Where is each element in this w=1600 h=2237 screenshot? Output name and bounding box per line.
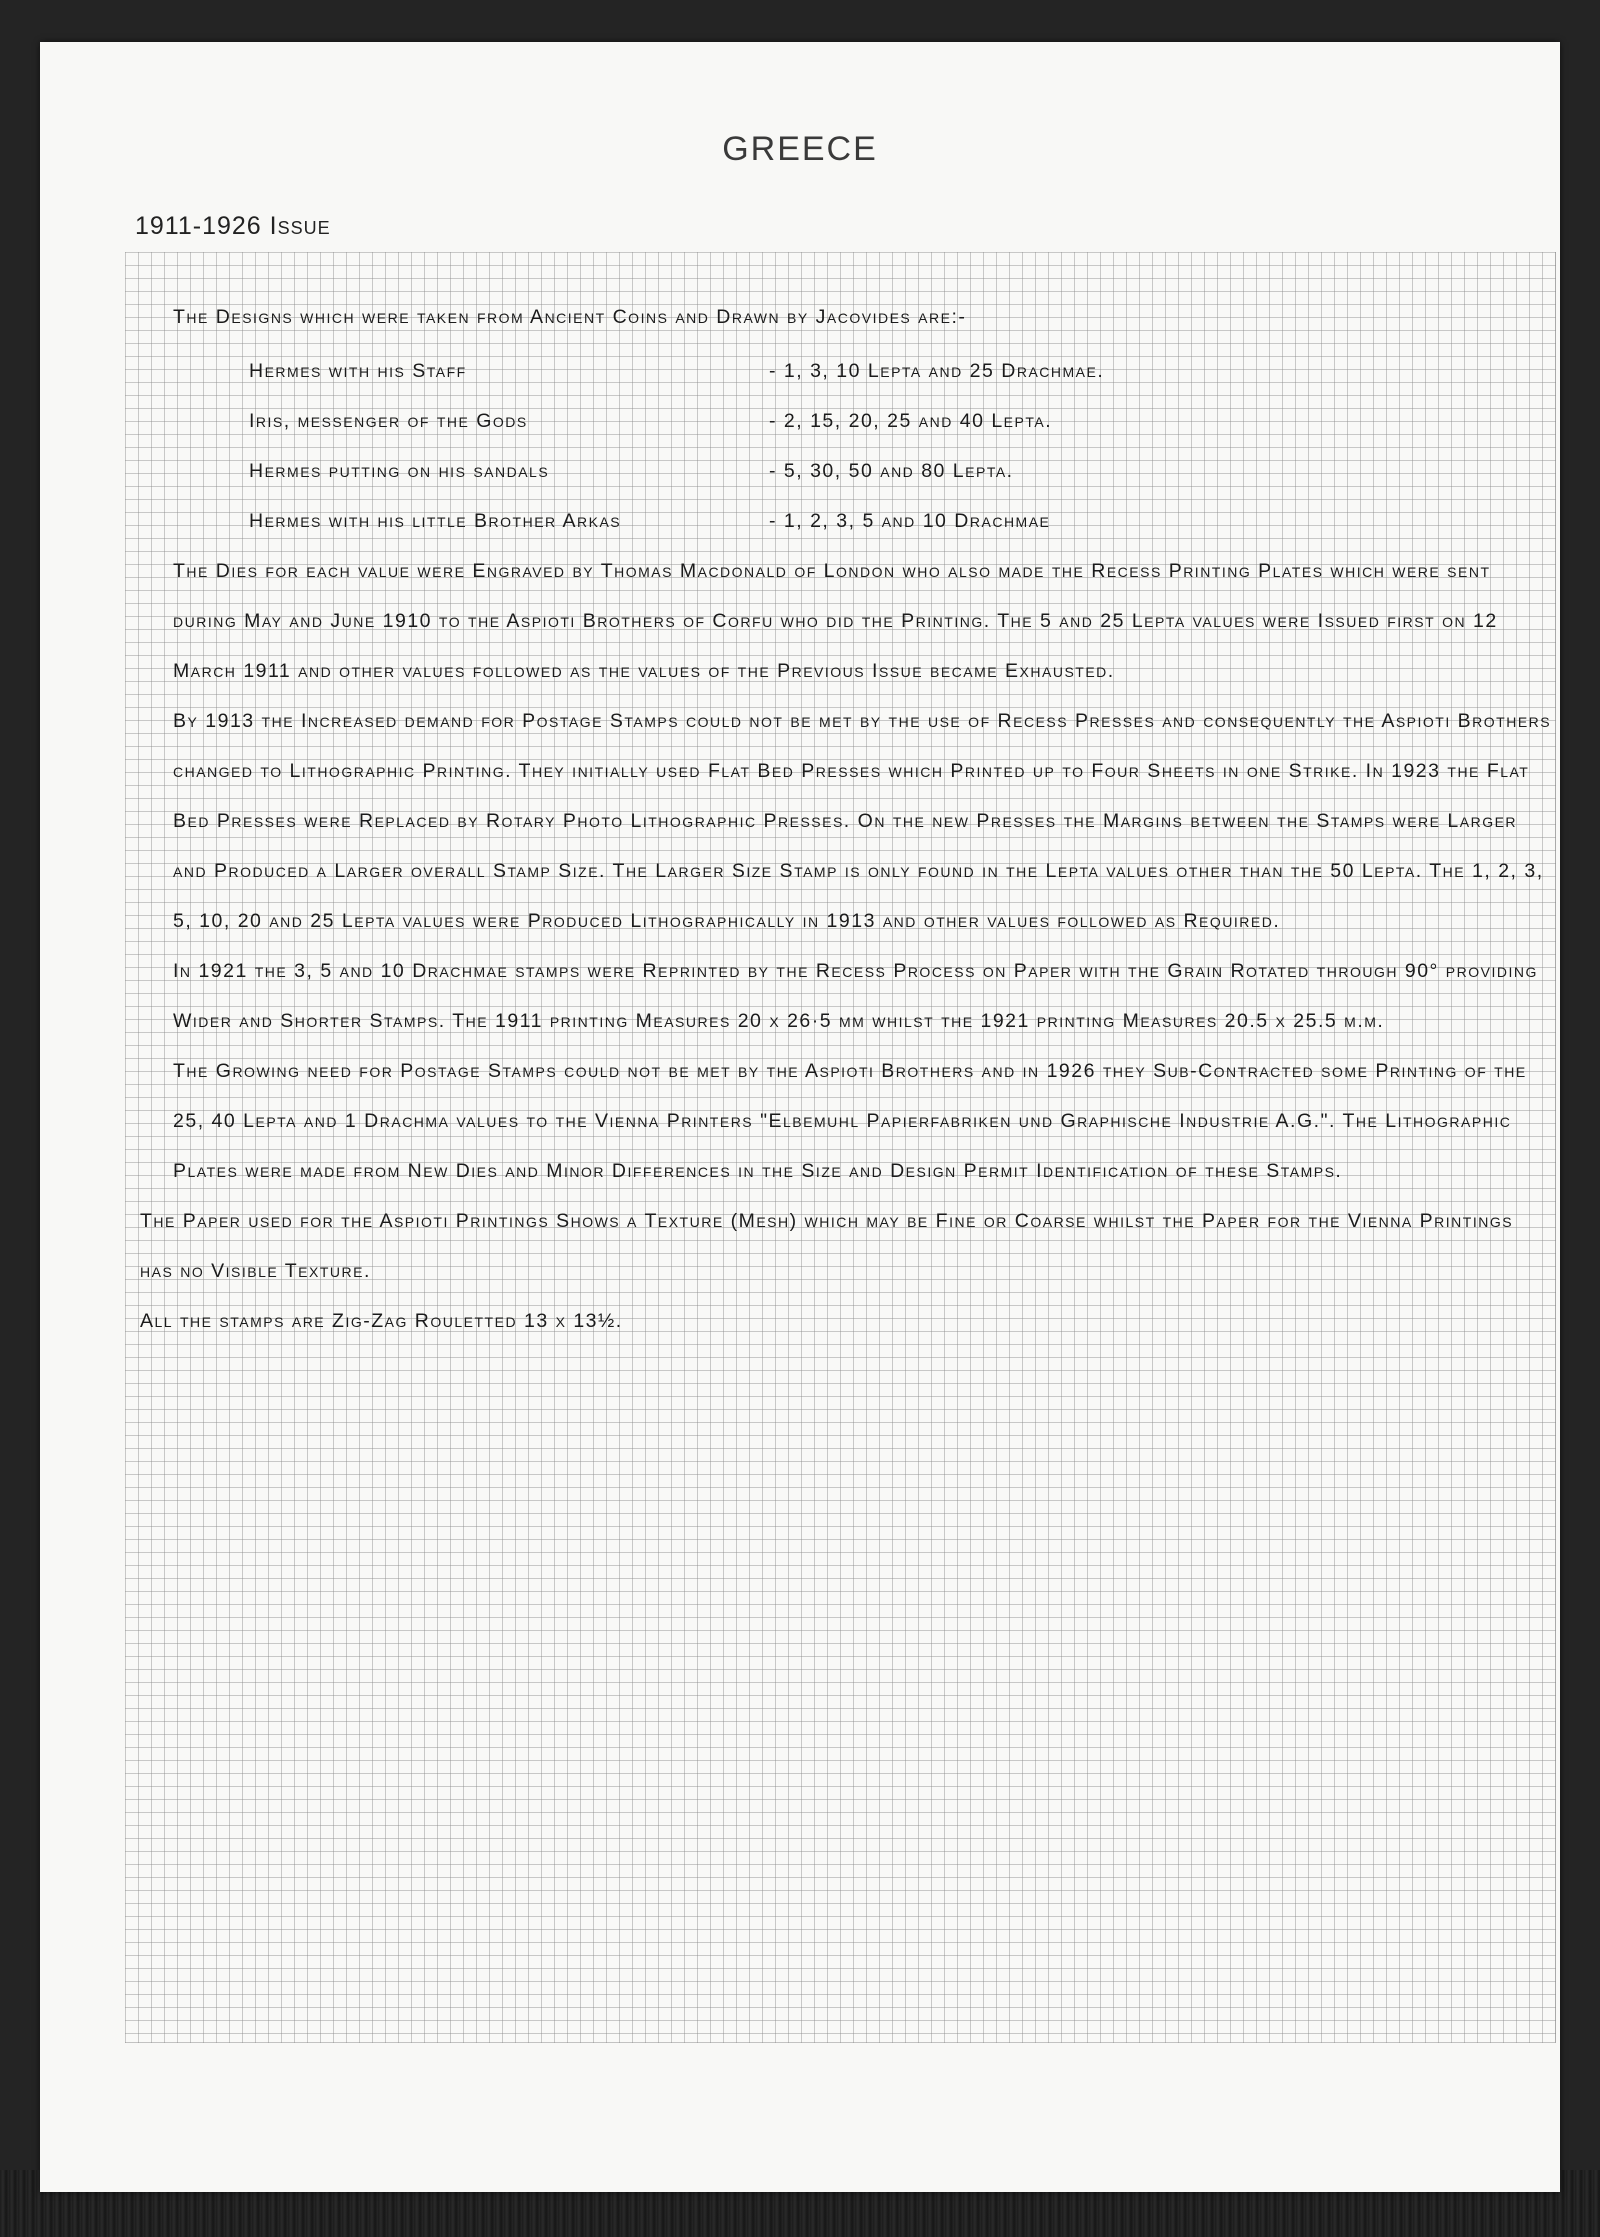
- album-page: [40, 42, 1560, 2192]
- design-row: [173, 446, 1553, 496]
- paragraph-reprint: In 1921 the 3, 5 and 10 Drachmae stamps were Reprinted by the Recess Process on Paper with the Grain Rotated through 90° providing Wider and Shorter Stamps. The 1911 printing Measures 20 x 26·5 mm whilst the 1921 printing Measures 20.5 x 25.5 m.m.: [173, 960, 1538, 1032]
- design-name: Hermes with his little Brother Arkas: [249, 510, 622, 532]
- designs-list: [173, 346, 1553, 546]
- issue-heading: 1911-1926 Issue: [135, 212, 331, 240]
- designs-intro: The Designs which were taken from Ancient Coins and Drawn by Jacovides are:-: [173, 306, 967, 328]
- design-values: - 1, 2, 3, 5 and 10 Drachmae: [769, 510, 1051, 532]
- design-values: - 5, 30, 50 and 80 Lepta.: [769, 460, 1014, 482]
- design-name: Hermes with his Staff: [249, 360, 467, 382]
- paragraph-vienna: The Growing need for Postage Stamps could not be met by the Aspioti Brothers and in 1926 they Sub-Contracted some Printing of the 25, 40 Lepta and 1 Drachma values to the Vienna Printers "Elbemuhl Papierfabriken und Graphische Industrie A.G.". The Lithographic Plates were made from New Dies and Minor Differences in the Size and Design Permit Identification of these Stamps.: [173, 1060, 1527, 1182]
- paragraph-roulette: All the stamps are Zig-Zag Rouletted 13 x 13½.: [140, 1310, 623, 1332]
- paragraph-lithographic: By 1913 the Increased demand for Postage Stamps could not be met by the use of Recess Presses and consequently the Aspioti Brothers changed to Lithographic Printing. They initially used Flat Bed Presses which Printed up to Four Sheets in one Strike. In 1923 the Flat Bed Presses were Replaced by Rotary Photo Lithographic Presses. On the new Presses the Margins between the Stamps were Larger and Produced a Larger overall Stamp Size. The Larger Size Stamp is only found in the Lepta values other than the 50 Lepta. The 1, 2, 3, 5, 10, 20 and 25 Lepta values were Produced Lithographically in 1913 and other values followed as Required.: [173, 710, 1552, 932]
- design-values: - 1, 3, 10 Lepta and 25 Drachmae.: [769, 360, 1105, 382]
- paragraph-dies: The Dies for each value were Engraved by Thomas Macdonald of London who also made the Recess Printing Plates which were sent during May and June 1910 to the Aspioti Brothers of Corfu who did the Printing. The 5 and 25 Lepta values were Issued first on 12 March 1911 and other values followed as the values of the Previous Issue became Exhausted.: [173, 560, 1498, 682]
- design-values: - 2, 15, 20, 25 and 40 Lepta.: [769, 410, 1053, 432]
- design-name: Hermes putting on his sandals: [249, 460, 550, 482]
- design-row: [173, 346, 1553, 396]
- design-name: Iris, messenger of the Gods: [249, 410, 528, 432]
- description-text: [140, 292, 1553, 1346]
- design-row: [173, 496, 1553, 546]
- page-title: GREECE: [722, 130, 878, 168]
- paragraph-paper: The Paper used for the Aspioti Printings Shows a Texture (Mesh) which may be Fine or Coarse whilst the Paper for the Vienna Printings has no Visible Texture.: [140, 1210, 1514, 1282]
- design-row: [173, 396, 1553, 446]
